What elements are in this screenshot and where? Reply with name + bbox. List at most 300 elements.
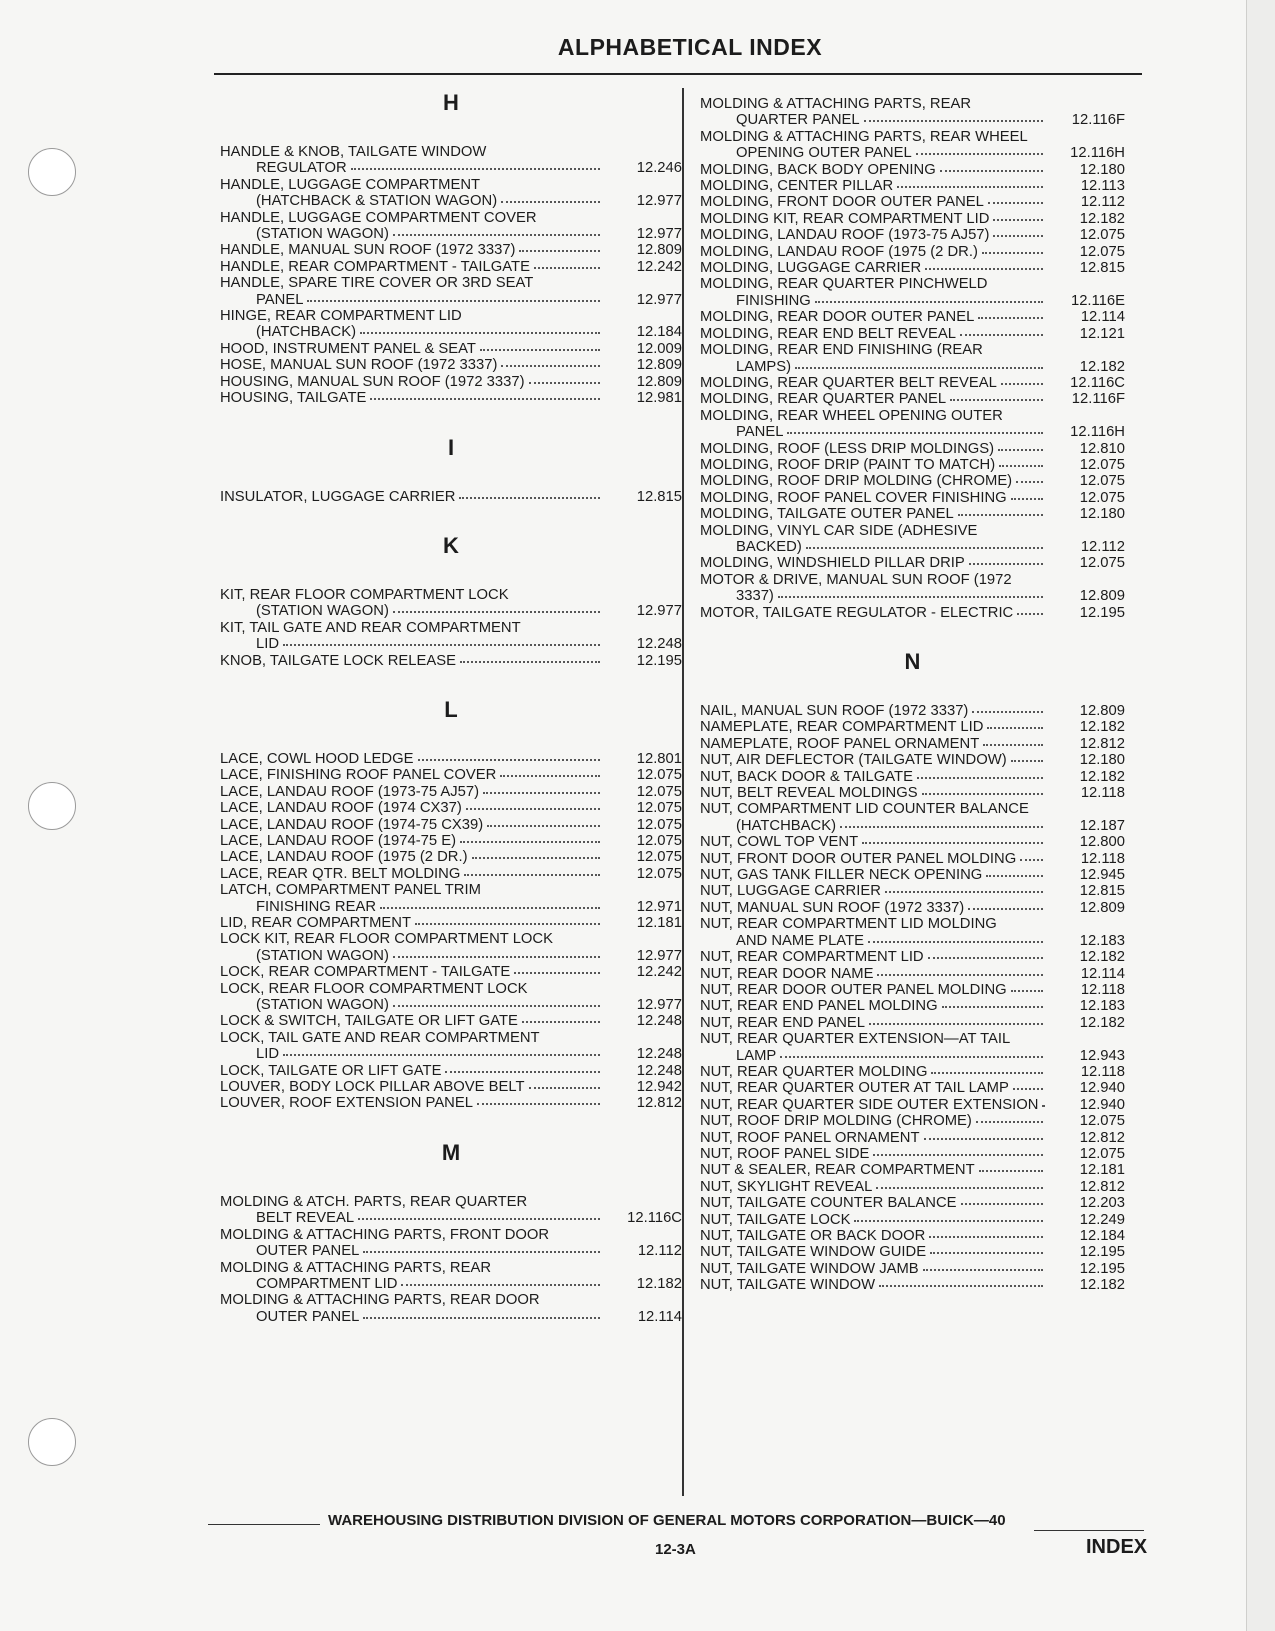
- dot-leader: [868, 938, 1043, 943]
- entry-page-number: 12.815: [636, 488, 682, 505]
- index-entry: [220, 931, 682, 964]
- entry-text: LAMP: [736, 1047, 777, 1064]
- dot-leader: [460, 838, 600, 843]
- entry-page-number: 12.075: [636, 865, 682, 882]
- dot-leader: [1011, 757, 1043, 762]
- column-divider: [682, 88, 684, 1496]
- entry-row: [700, 457, 1125, 473]
- index-entry: [700, 129, 1125, 162]
- index-entry: [220, 275, 682, 308]
- entry-page-number: 12.182: [1079, 1014, 1125, 1031]
- index-entry: [220, 390, 682, 406]
- entry-page-number: 12.113: [1080, 178, 1125, 195]
- dot-leader: [483, 789, 600, 794]
- entry-row: [220, 489, 682, 505]
- entry-page-number: 12.242: [636, 964, 682, 981]
- entry-page-number: 12.940: [1079, 1096, 1125, 1113]
- dot-leader: [982, 249, 1043, 254]
- entry-page-number: 12.075: [1079, 473, 1125, 490]
- entry-row: [700, 998, 1125, 1014]
- entry-row: [220, 292, 682, 308]
- entry-row: [700, 162, 1125, 178]
- entry-page-number: 12.981: [636, 390, 682, 407]
- section-gap: [220, 669, 682, 691]
- index-entry: [220, 653, 682, 669]
- entry-page-number: 12.977: [636, 603, 682, 620]
- entry-row: [220, 160, 682, 176]
- entry-row: [220, 767, 682, 783]
- section-gap: [220, 407, 682, 429]
- entry-page-number: 12.114: [637, 1308, 682, 1325]
- dot-leader: [993, 216, 1043, 221]
- entry-text: LOCK, REAR FLOOR COMPARTMENT LOCK: [220, 980, 528, 997]
- dot-leader: [917, 774, 1043, 779]
- entry-text: LATCH, COMPARTMENT PANEL TRIM: [220, 882, 481, 899]
- entry-page-number: 12.945: [1079, 867, 1125, 884]
- dot-leader: [393, 608, 600, 613]
- index-entry: [700, 244, 1125, 260]
- dot-leader: [922, 790, 1043, 795]
- entry-text: MOLDING, REAR QUARTER BELT REVEAL: [700, 374, 997, 391]
- index-entry: [700, 227, 1125, 243]
- entry-text: KIT, REAR FLOOR COMPARTMENT LOCK: [220, 586, 509, 603]
- entry-row: [700, 145, 1125, 161]
- dot-leader: [519, 247, 600, 252]
- entry-text: HOUSING, TAILGATE: [220, 390, 367, 407]
- dot-leader: [928, 954, 1043, 959]
- entry-text: (STATION WAGON): [256, 947, 389, 964]
- index-entry: [700, 1097, 1125, 1113]
- index-entry: [700, 260, 1125, 276]
- entry-text: NUT, COMPARTMENT LID COUNTER BALANCE: [700, 801, 1029, 818]
- entry-text: NUT, GAS TANK FILLER NECK OPENING: [700, 867, 983, 884]
- index-entry: [220, 866, 682, 882]
- entry-row: [700, 293, 1125, 309]
- entry-text: LACE, LANDAU ROOF (1974 CX37): [220, 800, 462, 817]
- dot-leader: [968, 905, 1043, 910]
- entry-row: [700, 1064, 1125, 1080]
- dot-leader: [879, 1282, 1043, 1287]
- entry-page-number: 12.809: [1079, 899, 1125, 916]
- index-entry: [220, 259, 682, 275]
- index-entry: [220, 1030, 682, 1063]
- index-entry: [700, 736, 1125, 752]
- index-entry: [700, 949, 1125, 965]
- entry-page-number: 12.116C: [1070, 374, 1125, 391]
- entry-row: [220, 800, 682, 816]
- entry-row: [700, 1212, 1125, 1228]
- entry-text: HANDLE & KNOB, TAILGATE WINDOW: [220, 144, 487, 160]
- index-entry: [700, 1162, 1125, 1178]
- index-entry: [220, 210, 682, 243]
- entry-text: MOLDING & ATTACHING PARTS, REAR: [700, 96, 972, 112]
- dot-leader: [459, 494, 600, 499]
- entry-page-number: 12.112: [1080, 538, 1125, 555]
- entry-page-number: 12.183: [1079, 932, 1125, 949]
- entry-text: MOLDING, LANDAU ROOF (1975 (2 DR.): [700, 243, 978, 260]
- entry-text: LOCK & SWITCH, TAILGATE OR LIFT GATE: [220, 1013, 518, 1030]
- entry-text: MOLDING, BACK BODY OPENING: [700, 161, 936, 178]
- entry-row: [220, 1309, 682, 1325]
- entry-page-number: 12.180: [1079, 506, 1125, 523]
- entry-text: NUT, LUGGAGE CARRIER: [700, 883, 881, 900]
- dot-leader: [480, 346, 600, 351]
- entry-text: MOLDING, ROOF PANEL COVER FINISHING: [700, 489, 1007, 506]
- index-entry: [700, 785, 1125, 801]
- entry-page-number: 12.075: [1079, 227, 1125, 244]
- entry-text: LID: [256, 1046, 280, 1063]
- entry-row: [220, 964, 682, 980]
- index-entry: [700, 309, 1125, 325]
- dot-leader: [998, 446, 1043, 451]
- dot-leader: [873, 1151, 1043, 1156]
- entry-page-number: 12.182: [1079, 1277, 1125, 1294]
- index-entry: [700, 441, 1125, 457]
- entry-text: LID: [256, 636, 280, 653]
- entry-page-number: 12.977: [636, 997, 682, 1014]
- entry-text: 3337): [736, 588, 774, 605]
- index-entry: [220, 1079, 682, 1095]
- entry-row: [700, 211, 1125, 227]
- entry-text: NUT, AIR DEFLECTOR (TAILGATE WINDOW): [700, 752, 1007, 769]
- entry-text: (STATION WAGON): [256, 603, 389, 620]
- dot-leader: [877, 971, 1043, 976]
- entry-text: NUT, REAR QUARTER MOLDING: [700, 1063, 928, 1080]
- dot-leader: [380, 904, 600, 909]
- index-entry: [220, 357, 682, 373]
- entry-page-number: 12.121: [1079, 325, 1125, 342]
- entry-text: (STATION WAGON): [256, 226, 389, 243]
- section-gap: [220, 565, 682, 587]
- entry-page-number: 12.182: [1079, 210, 1125, 227]
- entry-page-number: 12.116C: [627, 1210, 682, 1227]
- dot-leader: [1011, 495, 1043, 500]
- entry-row: [700, 555, 1125, 571]
- entry-row: [700, 244, 1125, 260]
- section-letter-heading: H: [443, 90, 459, 115]
- dot-leader: [979, 1167, 1043, 1172]
- index-entry: [700, 473, 1125, 489]
- dot-leader: [976, 1118, 1043, 1123]
- dot-leader: [983, 741, 1043, 746]
- dot-leader: [460, 658, 600, 663]
- entry-row: [700, 326, 1125, 342]
- entry-text: MOLDING & ATCH. PARTS, REAR QUARTER: [220, 1193, 528, 1210]
- index-entry: [700, 490, 1125, 506]
- section-gap: [220, 729, 682, 751]
- entry-row: [700, 424, 1125, 440]
- index-entry: [220, 1095, 682, 1111]
- entry-page-number: 12.977: [636, 193, 682, 210]
- entry-text: MOTOR & DRIVE, MANUAL SUN ROOF (1972: [700, 571, 1012, 588]
- dot-leader: [778, 593, 1043, 598]
- entry-text: OPENING OUTER PANEL: [736, 145, 912, 162]
- entry-text: HOUSING, MANUAL SUN ROOF (1972 3337): [220, 373, 525, 390]
- entry-text: NAMEPLATE, REAR COMPARTMENT LID: [700, 719, 984, 736]
- entry-text: COMPARTMENT LID: [256, 1275, 398, 1292]
- entry-page-number: 12.195: [1079, 1260, 1125, 1277]
- index-entry: [700, 1244, 1125, 1260]
- entry-page-number: 12.182: [1079, 768, 1125, 785]
- index-entry: [700, 1031, 1125, 1064]
- dot-leader: [445, 1068, 600, 1073]
- index-entry: [700, 1195, 1125, 1211]
- entry-text: NUT, FRONT DOOR OUTER PANEL MOLDING: [700, 850, 1017, 867]
- entry-page-number: 12.248: [636, 636, 682, 653]
- dot-leader: [942, 1003, 1043, 1008]
- entry-page-number: 12.203: [1079, 1195, 1125, 1212]
- entry-row: [220, 784, 682, 800]
- entry-row: [220, 866, 682, 882]
- dot-leader: [1042, 1102, 1043, 1107]
- entry-page-number: 12.075: [1079, 1113, 1125, 1130]
- entry-text: BELT REVEAL: [256, 1210, 355, 1227]
- entry-row: [220, 817, 682, 833]
- entry-text: NUT, REAR QUARTER SIDE OUTER EXTENSION: [700, 1096, 1039, 1113]
- entry-text: MOLDING, REAR QUARTER PANEL: [700, 391, 947, 408]
- index-entry: [700, 342, 1125, 375]
- dot-leader: [961, 1200, 1043, 1205]
- entry-text: MOLDING, REAR END BELT REVEAL: [700, 325, 956, 342]
- entry-text: NUT, TAILGATE WINDOW GUIDE: [700, 1244, 927, 1261]
- entry-row: [220, 341, 682, 357]
- entry-text: MOLDING & ATTACHING PARTS, REAR DOOR: [220, 1292, 540, 1309]
- entry-text: NUT, ROOF PANEL SIDE: [700, 1145, 870, 1162]
- entry-text: NUT, SKYLIGHT REVEAL: [700, 1178, 873, 1195]
- index-entry: [700, 276, 1125, 309]
- entry-text: MOLDING, REAR QUARTER PINCHWELD: [700, 276, 988, 293]
- entry-page-number: 12.248: [636, 1062, 682, 1079]
- index-entry: [700, 1179, 1125, 1195]
- entry-text: MOLDING, ROOF (LESS DRIP MOLDINGS): [700, 440, 995, 457]
- dot-leader: [958, 511, 1043, 516]
- entry-text: MOLDING, TAILGATE OUTER PANEL: [700, 506, 954, 523]
- entry-page-number: 12.075: [1079, 456, 1125, 473]
- entry-text: NUT, REAR COMPARTMENT LID MOLDING: [700, 916, 997, 933]
- entry-row: [220, 603, 682, 619]
- dot-leader: [987, 724, 1043, 729]
- dot-leader: [1016, 478, 1043, 483]
- entry-page-number: 12.971: [636, 898, 682, 915]
- entry-row: [220, 390, 682, 406]
- entry-page-number: 12.940: [1079, 1080, 1125, 1097]
- dot-leader: [862, 839, 1043, 844]
- entry-page-number: 12.118: [1080, 850, 1125, 867]
- entry-text: (HATCHBACK & STATION WAGON): [256, 193, 498, 210]
- entry-row: [700, 752, 1125, 768]
- entry-text: NUT, BELT REVEAL MOLDINGS: [700, 785, 918, 802]
- entry-row: [700, 112, 1125, 128]
- entry-page-number: 12.182: [636, 1275, 682, 1292]
- entry-text: (STATION WAGON): [256, 997, 389, 1014]
- section-gap: [220, 1112, 682, 1134]
- entry-page-number: 12.181: [636, 915, 682, 931]
- entry-page-number: 12.112: [1080, 194, 1125, 211]
- entry-text: LOCK KIT, REAR FLOOR COMPARTMENT LOCK: [220, 931, 553, 948]
- entry-page-number: 12.075: [1079, 243, 1125, 260]
- entry-page-number: 12.118: [1080, 981, 1125, 998]
- index-entry: [220, 833, 682, 849]
- section-gap: [220, 122, 682, 144]
- entry-page-number: 12.242: [636, 258, 682, 275]
- index-entry: [700, 1277, 1125, 1293]
- entry-page-number: 12.809: [636, 242, 682, 259]
- index-entry: [220, 767, 682, 783]
- dot-leader: [999, 462, 1043, 467]
- entry-text: FINISHING: [736, 292, 811, 309]
- entry-text: NUT, MANUAL SUN ROOF (1972 3337): [700, 899, 965, 916]
- entry-text: QUARTER PANEL: [736, 112, 860, 129]
- dot-leader: [840, 823, 1043, 828]
- entry-text: HANDLE, MANUAL SUN ROOF (1972 3337): [220, 242, 516, 259]
- index-entry: [700, 1113, 1125, 1129]
- dot-leader: [864, 117, 1043, 122]
- entry-page-number: 12.812: [636, 1095, 682, 1112]
- entry-row: [700, 227, 1125, 243]
- entry-text: KNOB, TAILGATE LOCK RELEASE: [220, 652, 457, 669]
- entry-page-number: 12.977: [636, 947, 682, 964]
- entry-row: [700, 260, 1125, 276]
- dot-leader: [466, 805, 600, 810]
- entry-row: [220, 1243, 682, 1259]
- dot-leader: [534, 264, 600, 269]
- dot-leader: [869, 1020, 1043, 1025]
- dot-leader: [363, 1248, 600, 1253]
- index-entry: [700, 375, 1125, 391]
- entry-page-number: 12.812: [1079, 1178, 1125, 1195]
- index-column-right: [700, 96, 1125, 1294]
- entry-text: HANDLE, REAR COMPARTMENT - TAILGATE: [220, 258, 530, 275]
- entry-row: [220, 948, 682, 964]
- index-entry: [700, 523, 1125, 556]
- dot-leader: [464, 871, 600, 876]
- entry-row: [700, 441, 1125, 457]
- entry-text: HINGE, REAR COMPARTMENT LID: [220, 308, 462, 325]
- entry-row: [700, 605, 1125, 621]
- section-gap: [220, 467, 682, 489]
- index-entry: [700, 555, 1125, 571]
- entry-text: LID, REAR COMPARTMENT: [220, 915, 412, 931]
- dot-leader: [393, 953, 600, 958]
- entry-text: MOLDING, LUGGAGE CARRIER: [700, 260, 922, 277]
- entry-text: NUT, REAR COMPARTMENT LID: [700, 949, 924, 966]
- entry-row: [700, 834, 1125, 850]
- entry-row: [700, 1146, 1125, 1162]
- index-entry: [700, 326, 1125, 342]
- index-entry: [220, 882, 682, 915]
- index-entry: [700, 194, 1125, 210]
- entry-text: NUT, TAILGATE OR BACK DOOR: [700, 1228, 926, 1244]
- entry-row: [220, 636, 682, 652]
- entry-text: NUT, BACK DOOR & TAILGATE: [700, 768, 913, 785]
- entry-row: [220, 751, 682, 767]
- index-entry: [700, 966, 1125, 982]
- entry-row: [700, 1179, 1125, 1195]
- dot-leader: [972, 708, 1043, 713]
- entry-page-number: 12.184: [636, 324, 682, 341]
- entry-row: [700, 1244, 1125, 1260]
- section-letter-heading: I: [447, 434, 455, 460]
- index-entry: [220, 374, 682, 390]
- entry-row: [700, 490, 1125, 506]
- entry-row: [700, 1097, 1125, 1113]
- entry-row: [220, 833, 682, 849]
- index-entry: [220, 177, 682, 210]
- dot-leader: [360, 329, 600, 334]
- entry-text: MOLDING & ATTACHING PARTS, REAR WHEEL: [700, 128, 1028, 145]
- entry-page-number: 12.943: [1079, 1047, 1125, 1064]
- entry-page-number: 12.977: [636, 226, 682, 243]
- dot-leader: [780, 1053, 1043, 1058]
- dot-leader: [500, 772, 600, 777]
- entry-row: [700, 178, 1125, 194]
- entry-text: NUT, TAILGATE WINDOW: [700, 1277, 876, 1294]
- entry-text: (HATCHBACK): [256, 324, 357, 341]
- entry-text: MOLDING, WINDSHIELD PILLAR DRIP: [700, 555, 965, 572]
- entry-page-number: 12.075: [636, 783, 682, 800]
- dot-leader: [472, 854, 600, 859]
- section-letter-heading: K: [443, 532, 459, 558]
- entry-page-number: 12.181: [1079, 1162, 1125, 1179]
- entry-row: [220, 1063, 682, 1079]
- entry-page-number: 12.075: [636, 816, 682, 833]
- entry-page-number: 12.075: [636, 767, 682, 784]
- section-gap: [220, 505, 682, 527]
- entry-row: [700, 1113, 1125, 1129]
- entry-text: LACE, LANDAU ROOF (1973-75 AJ57): [220, 783, 480, 800]
- entry-row: [700, 933, 1125, 949]
- dot-leader: [501, 198, 600, 203]
- entry-text: REGULATOR: [256, 160, 347, 177]
- entry-text: MOLDING, CENTER PILLAR: [700, 178, 894, 195]
- entry-row: [700, 982, 1125, 998]
- index-entry: [220, 308, 682, 341]
- dot-leader: [351, 165, 600, 170]
- dot-leader: [477, 1100, 600, 1105]
- entry-page-number: 12.812: [1079, 735, 1125, 752]
- entry-row: [700, 1277, 1125, 1293]
- footer-rule: [208, 1524, 320, 1525]
- entry-row: [700, 391, 1125, 407]
- dot-leader: [514, 969, 600, 974]
- entry-row: [700, 1048, 1125, 1064]
- dot-leader: [795, 364, 1043, 369]
- entry-text: NUT, REAR DOOR OUTER PANEL MOLDING: [700, 981, 1007, 998]
- index-entry: [220, 1194, 682, 1227]
- entry-row: [700, 1130, 1125, 1146]
- index-entry: [700, 769, 1125, 785]
- entry-row: [700, 359, 1125, 375]
- entry-text: NUT, ROOF DRIP MOLDING (CHROME): [700, 1113, 972, 1130]
- index-entry: [220, 1227, 682, 1260]
- entry-text: OUTER PANEL: [256, 1243, 360, 1260]
- index-entry: [700, 1146, 1125, 1162]
- entry-page-number: 12.809: [636, 357, 682, 374]
- index-entry: [220, 1013, 682, 1029]
- entry-row: [700, 966, 1125, 982]
- entry-page-number: 12.182: [1079, 719, 1125, 736]
- index-entry: [220, 1063, 682, 1079]
- entry-text: NUT & SEALER, REAR COMPARTMENT: [700, 1162, 975, 1179]
- entry-page-number: 12.248: [636, 1013, 682, 1030]
- index-entry: [220, 489, 682, 505]
- entry-row: [700, 867, 1125, 883]
- dot-leader: [924, 1135, 1043, 1140]
- dot-leader: [986, 872, 1043, 877]
- entry-row: [700, 1080, 1125, 1096]
- dot-leader: [960, 331, 1043, 336]
- dot-leader: [522, 1018, 600, 1023]
